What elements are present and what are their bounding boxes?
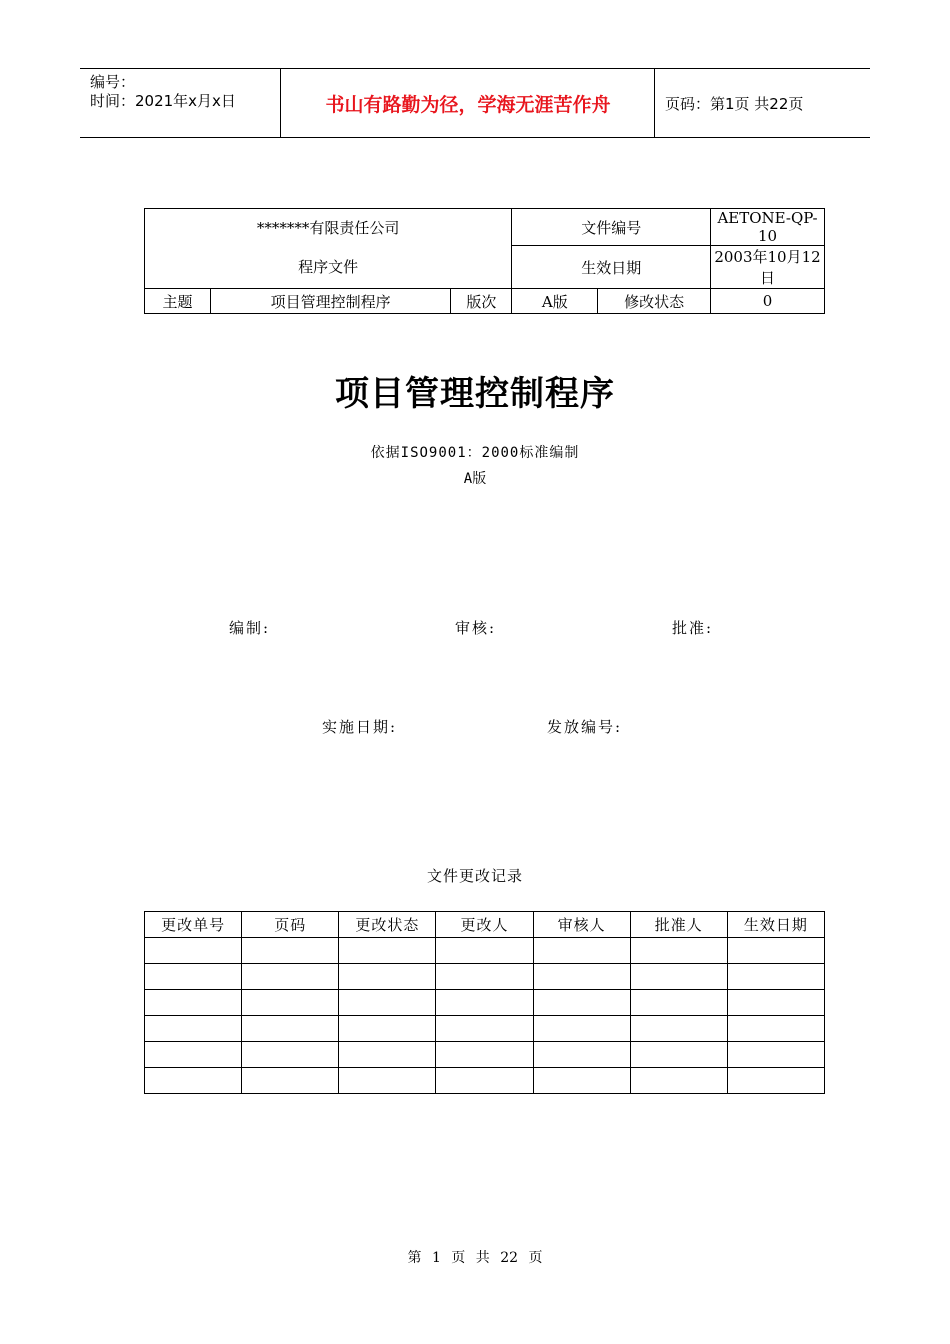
table-cell [242, 938, 339, 964]
table-cell [436, 1042, 533, 1068]
table-cell [630, 990, 727, 1016]
table-cell [533, 1016, 630, 1042]
table-cell [145, 1016, 242, 1042]
table-cell [145, 1068, 242, 1094]
time-label: 时间：2021年x月x日 [90, 92, 236, 110]
column-header: 生效日期 [727, 912, 824, 938]
table-row [145, 990, 825, 1016]
prepared-by-label: 编制: [229, 619, 271, 637]
page-header [80, 68, 870, 138]
column-header: 更改状态 [339, 912, 436, 938]
column-header: 批准人 [630, 912, 727, 938]
table-cell [242, 1016, 339, 1042]
table-cell [436, 1068, 533, 1094]
table-cell [630, 1016, 727, 1042]
version-label: A版 [463, 471, 487, 487]
page-footer: 第 1 页 共 22 页 [407, 1250, 543, 1266]
table-cell [145, 990, 242, 1016]
change-record-body [145, 938, 825, 1094]
subject-label: 主题 [145, 289, 211, 314]
table-cell [436, 1016, 533, 1042]
doc-no-value: AETONE-QP-10 [711, 209, 825, 246]
table-cell [242, 1042, 339, 1068]
table-cell [630, 1042, 727, 1068]
column-header: 更改单号 [145, 912, 242, 938]
table-cell [145, 964, 242, 990]
table-cell [339, 938, 436, 964]
table-cell [436, 990, 533, 1016]
change-record-header-row [145, 912, 825, 938]
document-info-table [144, 208, 825, 314]
table-cell [727, 1016, 824, 1042]
table-row [145, 1068, 825, 1094]
table-cell [630, 1068, 727, 1094]
header-meta [80, 69, 281, 137]
table-cell [533, 938, 630, 964]
doc-no-label: 文件编号 [512, 209, 711, 246]
table-row [145, 964, 825, 990]
table-cell [145, 1042, 242, 1068]
table-cell [339, 1016, 436, 1042]
standard-basis: 依据ISO9001：2000标准编制 [370, 445, 580, 461]
approved-by-label: 批准: [672, 619, 714, 637]
table-cell [339, 1068, 436, 1094]
table-cell [533, 964, 630, 990]
document-title: 项目管理控制程序 [335, 374, 615, 414]
table-cell [242, 1068, 339, 1094]
subject-value: 项目管理控制程序 [210, 289, 451, 314]
change-record-table [144, 911, 825, 1094]
table-cell [533, 1068, 630, 1094]
column-header: 审核人 [533, 912, 630, 938]
table-cell [727, 1068, 824, 1094]
table-cell [727, 990, 824, 1016]
issue-number-label: 发放编号: [547, 718, 623, 736]
table-cell [727, 964, 824, 990]
implementation-date-label: 实施日期: [322, 718, 398, 736]
edition-label: 版次 [451, 289, 512, 314]
table-cell [339, 1042, 436, 1068]
table-cell [339, 990, 436, 1016]
table-cell [533, 990, 630, 1016]
table-cell [727, 1042, 824, 1068]
table-row [145, 1042, 825, 1068]
table-cell [339, 964, 436, 990]
table-cell [436, 964, 533, 990]
table-cell [242, 964, 339, 990]
table-row [145, 938, 825, 964]
reviewed-by-label: 审核: [455, 619, 497, 637]
company-name: *******有限责任公司 [145, 209, 512, 246]
table-row [145, 1016, 825, 1042]
column-header: 更改人 [436, 912, 533, 938]
number-label: 编号： [90, 73, 136, 91]
doc-type: 程序文件 [145, 246, 512, 289]
table-cell [145, 938, 242, 964]
effective-date-label: 生效日期 [512, 246, 711, 289]
change-record-title: 文件更改记录 [426, 867, 523, 885]
table-cell [533, 1042, 630, 1068]
table-cell [436, 938, 533, 964]
table-cell [242, 990, 339, 1016]
revision-value: 0 [711, 289, 825, 314]
revision-label: 修改状态 [598, 289, 711, 314]
header-page-label: 页码：第1页 共22页 [665, 94, 804, 113]
effective-date-value: 2003年10月12日 [711, 246, 825, 289]
table-cell [727, 938, 824, 964]
table-cell [630, 938, 727, 964]
table-cell [630, 964, 727, 990]
edition-value: A版 [512, 289, 598, 314]
column-header: 页码 [242, 912, 339, 938]
header-motto: 书山有路勤为径，学海无涯苦作舟 [282, 69, 655, 137]
